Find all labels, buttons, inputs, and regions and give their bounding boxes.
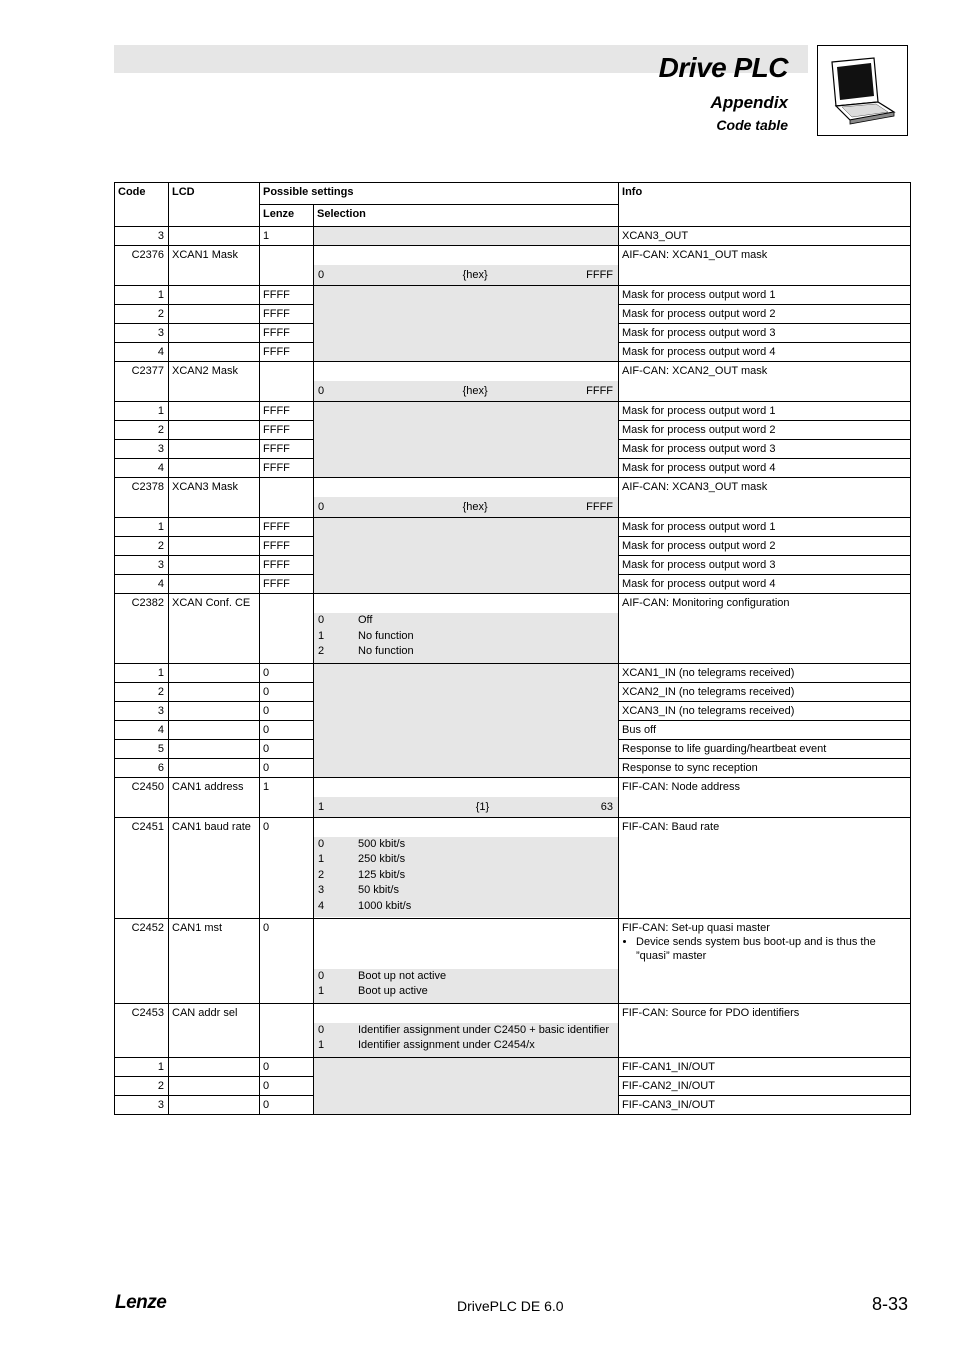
lenze-cell bbox=[260, 594, 314, 664]
selection-cell bbox=[314, 478, 619, 518]
lcd-cell bbox=[169, 758, 260, 777]
code-cell: 1 bbox=[115, 402, 169, 421]
lenze-cell: FFFF bbox=[260, 556, 314, 575]
option-item bbox=[314, 899, 618, 915]
code-cell: 1 bbox=[115, 518, 169, 537]
option-text: 500 kbit/s bbox=[358, 837, 406, 850]
info-cell: XCAN2_IN (no telegrams received) bbox=[619, 682, 911, 701]
lenze-cell: FFFF bbox=[260, 343, 314, 362]
lcd-cell bbox=[169, 440, 260, 459]
selection-cell bbox=[314, 817, 619, 918]
laptop-icon bbox=[817, 45, 908, 136]
range-unit: {hex} bbox=[462, 269, 488, 281]
range-unit: {1} bbox=[475, 800, 490, 813]
document-name: DrivePLC DE 6.0 bbox=[457, 1298, 564, 1314]
selection-cell bbox=[314, 1057, 619, 1114]
info-cell: FIF-CAN2_IN/OUT bbox=[619, 1076, 911, 1095]
lenze-cell: FFFF bbox=[260, 518, 314, 537]
selection-cell bbox=[314, 1003, 619, 1057]
info-cell bbox=[619, 777, 911, 817]
col-header-code: Code bbox=[115, 183, 169, 227]
option-item bbox=[314, 613, 618, 629]
lcd-cell: CAN1 mst bbox=[169, 918, 260, 1003]
code-cell: 3 bbox=[115, 1095, 169, 1114]
option-number: 1 bbox=[318, 1039, 325, 1051]
lenze-cell: FFFF bbox=[260, 324, 314, 343]
table-row bbox=[115, 518, 911, 537]
range-unit: {hex} bbox=[462, 385, 488, 397]
option-text: 125 kbit/s bbox=[358, 868, 406, 881]
table-row bbox=[115, 286, 911, 305]
info-text: AIF-CAN: Monitoring configuration bbox=[622, 597, 790, 609]
option-number: 2 bbox=[318, 868, 325, 881]
lenze-cell: FFFF bbox=[260, 421, 314, 440]
option-number: 0 bbox=[318, 969, 325, 982]
lcd-cell bbox=[169, 324, 260, 343]
option-list bbox=[314, 837, 618, 918]
lcd-cell bbox=[169, 518, 260, 537]
col-header-possible-settings: Possible settings bbox=[260, 183, 619, 205]
table-row bbox=[115, 918, 911, 1003]
range-max: FFFF bbox=[586, 269, 614, 281]
value-range bbox=[314, 797, 618, 817]
table-row bbox=[115, 777, 911, 817]
lcd-cell bbox=[169, 575, 260, 594]
info-cell: Response to life guarding/heartbeat event bbox=[619, 739, 911, 758]
code-cell: 4 bbox=[115, 720, 169, 739]
option-item bbox=[314, 837, 618, 853]
code-cell: C2452 bbox=[115, 918, 169, 1003]
lenze-cell: FFFF bbox=[260, 537, 314, 556]
info-cell: Mask for process output word 1 bbox=[619, 286, 911, 305]
selection-cell bbox=[314, 227, 619, 246]
selection-label bbox=[314, 478, 618, 497]
selection-label bbox=[314, 246, 618, 265]
page-number: 8-33 bbox=[871, 1294, 908, 1314]
lcd-cell bbox=[169, 1076, 260, 1095]
option-number: 3 bbox=[318, 884, 325, 896]
option-text: Boot up not active bbox=[358, 969, 447, 982]
info-text: FIF-CAN: Source for PDO identifiers bbox=[622, 1006, 800, 1019]
option-item bbox=[314, 644, 618, 660]
info-cell bbox=[619, 246, 911, 286]
info-cell: FIF-CAN3_IN/OUT bbox=[619, 1095, 911, 1114]
selection-label bbox=[314, 362, 618, 381]
lenze-logo: Lenze bbox=[115, 1292, 167, 1313]
info-text: AIF-CAN: XCAN1_OUT mask bbox=[622, 249, 768, 261]
lcd-cell: CAN1 address bbox=[169, 777, 260, 817]
table-row bbox=[115, 246, 911, 286]
info-cell bbox=[619, 362, 911, 402]
lenze-cell bbox=[260, 478, 314, 518]
info-text: FIF-CAN: Node address bbox=[622, 780, 740, 793]
option-number: 4 bbox=[318, 899, 325, 912]
selection-label bbox=[314, 818, 618, 837]
table-row bbox=[115, 594, 911, 664]
option-item bbox=[314, 969, 618, 985]
col-header-lcd: LCD bbox=[169, 183, 260, 227]
lenze-cell: FFFF bbox=[260, 305, 314, 324]
lcd-cell bbox=[169, 739, 260, 758]
option-text: Off bbox=[358, 614, 373, 626]
option-number: 1 bbox=[318, 985, 325, 997]
selection-label bbox=[314, 919, 618, 969]
option-number: 2 bbox=[318, 645, 325, 657]
info-cell bbox=[619, 478, 911, 518]
lcd-cell bbox=[169, 720, 260, 739]
selection-cell bbox=[314, 518, 619, 594]
info-cell: Mask for process output word 4 bbox=[619, 343, 911, 362]
lenze-cell: 0 bbox=[260, 1076, 314, 1095]
code-cell: C2453 bbox=[115, 1003, 169, 1057]
code-cell: 2 bbox=[115, 305, 169, 324]
lcd-cell bbox=[169, 1057, 260, 1076]
lcd-cell bbox=[169, 343, 260, 362]
subsection-title: Code table bbox=[716, 117, 788, 133]
lcd-cell bbox=[169, 227, 260, 246]
page-title: Drive PLC bbox=[658, 52, 788, 83]
info-text: FIF-CAN: Set-up quasi master bbox=[622, 921, 770, 934]
selection-cell bbox=[314, 663, 619, 777]
lcd-cell bbox=[169, 402, 260, 421]
code-cell: 2 bbox=[115, 537, 169, 556]
option-text: No function bbox=[358, 645, 414, 657]
lenze-cell: 0 bbox=[260, 739, 314, 758]
range-min: 0 bbox=[318, 269, 325, 281]
option-text: Identifier assignment under C2450 + basic identifier bbox=[358, 1023, 610, 1036]
option-item bbox=[314, 984, 618, 1000]
info-cell: Mask for process output word 2 bbox=[619, 305, 911, 324]
code-cell: 6 bbox=[115, 758, 169, 777]
selection-cell bbox=[314, 286, 619, 362]
selection-cell bbox=[314, 594, 619, 664]
code-cell: 4 bbox=[115, 343, 169, 362]
info-cell: Mask for process output word 1 bbox=[619, 518, 911, 537]
lcd-cell bbox=[169, 701, 260, 720]
info-cell bbox=[619, 918, 911, 1003]
selection-cell bbox=[314, 246, 619, 286]
info-cell: Mask for process output word 1 bbox=[619, 402, 911, 421]
option-item bbox=[314, 1023, 618, 1039]
lcd-cell bbox=[169, 305, 260, 324]
lcd-cell: XCAN Conf. CE bbox=[169, 594, 260, 664]
code-cell: 1 bbox=[115, 286, 169, 305]
range-min: 0 bbox=[318, 385, 325, 397]
lcd-cell bbox=[169, 663, 260, 682]
lcd-cell bbox=[169, 286, 260, 305]
table-row bbox=[115, 1003, 911, 1057]
info-cell: Mask for process output word 4 bbox=[619, 459, 911, 478]
code-cell: 2 bbox=[115, 421, 169, 440]
info-cell: Mask for process output word 3 bbox=[619, 440, 911, 459]
option-text: 250 kbit/s bbox=[358, 853, 406, 865]
code-cell: 3 bbox=[115, 440, 169, 459]
lcd-cell bbox=[169, 556, 260, 575]
lcd-cell: CAN addr sel bbox=[169, 1003, 260, 1057]
range-min: 0 bbox=[318, 501, 325, 513]
value-range bbox=[314, 381, 618, 401]
lenze-cell bbox=[260, 362, 314, 402]
col-header-lenze: Lenze bbox=[260, 205, 314, 227]
option-text: Identifier assignment under C2454/x bbox=[358, 1039, 535, 1051]
info-cell: Response to sync reception bbox=[619, 758, 911, 777]
range-unit: {hex} bbox=[462, 501, 488, 513]
info-cell: Mask for process output word 2 bbox=[619, 537, 911, 556]
option-number: 0 bbox=[318, 614, 325, 626]
lcd-cell bbox=[169, 421, 260, 440]
selection-cell bbox=[314, 362, 619, 402]
range-min: 1 bbox=[318, 800, 325, 813]
code-cell: 4 bbox=[115, 575, 169, 594]
info-text: AIF-CAN: XCAN3_OUT mask bbox=[622, 481, 768, 493]
option-number: 0 bbox=[318, 1023, 325, 1036]
info-cell: Mask for process output word 3 bbox=[619, 324, 911, 343]
table-row bbox=[115, 1057, 911, 1076]
section-title: Appendix bbox=[710, 93, 788, 112]
code-cell: 1 bbox=[115, 663, 169, 682]
lenze-cell: FFFF bbox=[260, 440, 314, 459]
value-range bbox=[314, 497, 618, 517]
option-list bbox=[314, 613, 618, 663]
option-list bbox=[314, 1023, 618, 1057]
lenze-cell: FFFF bbox=[260, 459, 314, 478]
lenze-cell: 0 bbox=[260, 817, 314, 918]
code-cell: C2376 bbox=[115, 246, 169, 286]
code-cell: 3 bbox=[115, 556, 169, 575]
selection-cell bbox=[314, 777, 619, 817]
table-row bbox=[115, 663, 911, 682]
option-text: Boot up active bbox=[358, 985, 428, 997]
lenze-cell: 0 bbox=[260, 1095, 314, 1114]
option-text: 1000 kbit/s bbox=[358, 899, 412, 912]
lenze-cell: FFFF bbox=[260, 402, 314, 421]
table-row bbox=[115, 478, 911, 518]
code-cell: 1 bbox=[115, 1057, 169, 1076]
selection-label bbox=[314, 1004, 618, 1023]
info-cell bbox=[619, 817, 911, 918]
info-cell: Mask for process output word 4 bbox=[619, 575, 911, 594]
code-cell: C2450 bbox=[115, 777, 169, 817]
info-bullets bbox=[622, 935, 910, 963]
code-cell: C2378 bbox=[115, 478, 169, 518]
lenze-cell: 0 bbox=[260, 701, 314, 720]
selection-cell bbox=[314, 918, 619, 1003]
lenze-cell: 0 bbox=[260, 720, 314, 739]
range-max: 63 bbox=[600, 800, 613, 813]
lcd-cell bbox=[169, 537, 260, 556]
code-cell: 2 bbox=[115, 1076, 169, 1095]
table-row bbox=[115, 227, 911, 246]
option-item bbox=[314, 868, 618, 884]
code-cell: 5 bbox=[115, 739, 169, 758]
option-item bbox=[314, 852, 618, 868]
lenze-cell: 0 bbox=[260, 682, 314, 701]
info-cell bbox=[619, 1003, 911, 1057]
lcd-cell: CAN1 baud rate bbox=[169, 817, 260, 918]
code-cell: C2382 bbox=[115, 594, 169, 664]
table-row bbox=[115, 362, 911, 402]
info-text: AIF-CAN: XCAN2_OUT mask bbox=[622, 365, 768, 377]
option-text: 50 kbit/s bbox=[358, 884, 399, 896]
option-item bbox=[314, 1038, 618, 1054]
info-cell: Mask for process output word 3 bbox=[619, 556, 911, 575]
lenze-cell bbox=[260, 246, 314, 286]
lcd-cell: XCAN1 Mask bbox=[169, 246, 260, 286]
lenze-cell: 0 bbox=[260, 1057, 314, 1076]
info-cell: Bus off bbox=[619, 720, 911, 739]
lenze-cell: 0 bbox=[260, 918, 314, 1003]
info-bullet: • Device sends system bus boot-up and is thus the ”quasi” master bbox=[636, 935, 910, 963]
info-cell: XCAN3_OUT bbox=[619, 227, 911, 246]
code-cell: C2377 bbox=[115, 362, 169, 402]
code-cell: 3 bbox=[115, 701, 169, 720]
lenze-cell: FFFF bbox=[260, 286, 314, 305]
table-row bbox=[115, 402, 911, 421]
info-cell: Mask for process output word 2 bbox=[619, 421, 911, 440]
lenze-cell: 0 bbox=[260, 758, 314, 777]
option-list bbox=[314, 969, 618, 1003]
selection-label bbox=[314, 594, 618, 613]
code-cell: 4 bbox=[115, 459, 169, 478]
lcd-cell: XCAN2 Mask bbox=[169, 362, 260, 402]
lenze-cell: 0 bbox=[260, 663, 314, 682]
code-cell: C2451 bbox=[115, 817, 169, 918]
selection-label bbox=[314, 778, 618, 797]
lenze-cell: 1 bbox=[260, 777, 314, 817]
info-cell bbox=[619, 594, 911, 664]
lcd-cell bbox=[169, 459, 260, 478]
table-row bbox=[115, 817, 911, 918]
option-number: 1 bbox=[318, 853, 325, 865]
col-header-selection: Selection bbox=[314, 205, 619, 227]
option-number: 0 bbox=[318, 837, 325, 850]
selection-cell bbox=[314, 402, 619, 478]
lenze-cell: 1 bbox=[260, 227, 314, 246]
value-range bbox=[314, 265, 618, 285]
info-text: FIF-CAN: Baud rate bbox=[622, 820, 720, 833]
code-cell: 3 bbox=[115, 227, 169, 246]
lcd-cell bbox=[169, 1095, 260, 1114]
info-cell: XCAN1_IN (no telegrams received) bbox=[619, 663, 911, 682]
range-max: FFFF bbox=[586, 501, 614, 513]
header-row bbox=[115, 183, 911, 205]
info-cell: XCAN3_IN (no telegrams received) bbox=[619, 701, 911, 720]
code-cell: 3 bbox=[115, 324, 169, 343]
option-item bbox=[314, 883, 618, 899]
info-cell: FIF-CAN1_IN/OUT bbox=[619, 1057, 911, 1076]
lenze-cell: FFFF bbox=[260, 575, 314, 594]
lcd-cell bbox=[169, 682, 260, 701]
range-max: FFFF bbox=[586, 385, 614, 397]
option-item bbox=[314, 629, 618, 645]
option-number: 1 bbox=[318, 629, 325, 642]
col-header-info: Info bbox=[619, 183, 911, 227]
lenze-cell bbox=[260, 1003, 314, 1057]
lcd-cell: XCAN3 Mask bbox=[169, 478, 260, 518]
code-table bbox=[114, 182, 911, 1115]
option-text: No function bbox=[358, 629, 414, 642]
code-cell: 2 bbox=[115, 682, 169, 701]
